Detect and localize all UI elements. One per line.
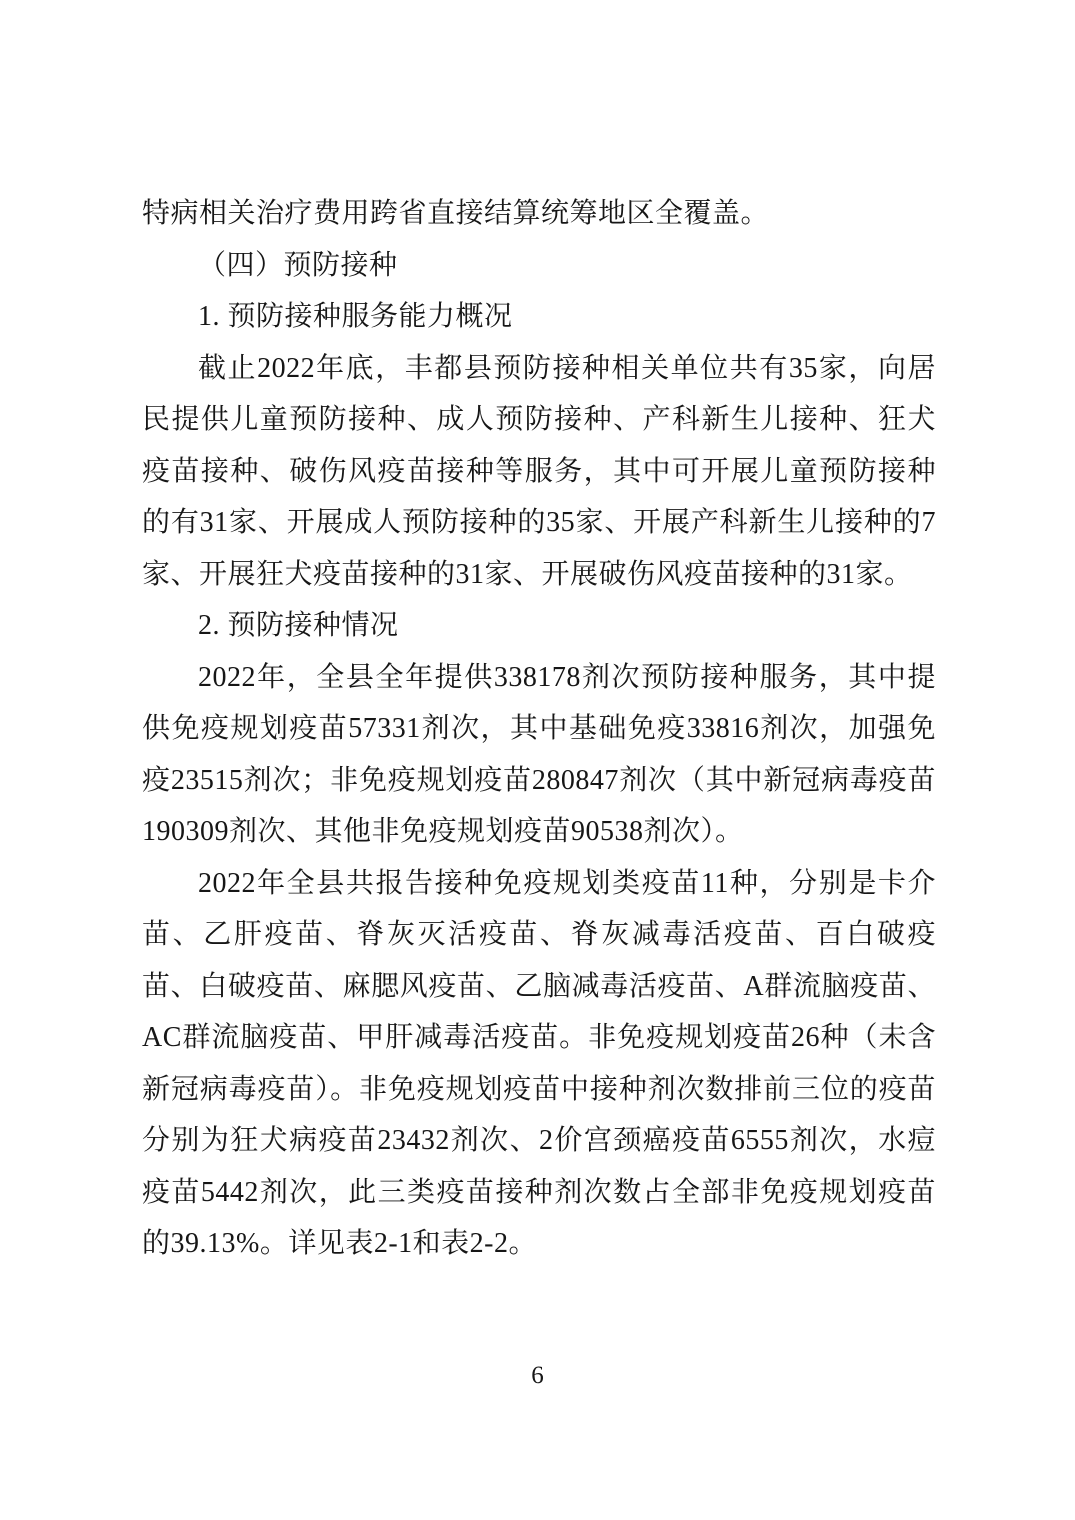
paragraph-vaccination-doses: 2022年，全县全年提供338178剂次预防接种服务，其中提供免疫规划疫苗57331剂次，其中基础免疫33816剂次，加强免疫23515剂次；非免疫规划疫苗280847剂次（其中新冠病毒疫苗190309剂次、其他非免疫规划疫苗90538剂次）。 xyxy=(142,661,936,847)
paragraph-continuation: 特病相关治疗费用跨省直接结算统筹地区全覆盖。 xyxy=(142,198,770,229)
page-number: 6 xyxy=(531,1362,544,1389)
paragraph-service-capacity: 截止2022年底，丰都县预防接种相关单位共有35家，向居民提供儿童预防接种、成人预防接种、产科新生儿接种、狂犬疫苗接种、破伤风疫苗接种等服务，其中可开展儿童预防接种的有31家、开展成人预防接种的35家、开展产科新生儿接种的7家、开展狂犬疫苗接种的31家、开展破伤风疫苗接种的31家。 xyxy=(142,352,936,590)
subsection-heading-1-service-capacity: 1. 预防接种服务能力概况 xyxy=(198,301,513,332)
document-content xyxy=(142,188,936,1270)
section-heading-si-yufangjiezhong: （四）预防接种 xyxy=(198,249,398,281)
paragraph-vaccine-types: 2022年全县共报告接种免疫规划类疫苗11种，分别是卡介苗、乙肝疫苗、脊灰灭活疫苗、脊灰减毒活疫苗、百白破疫苗、白破疫苗、麻腮风疫苗、乙脑减毒活疫苗、A群流脑疫苗、AC群流脑疫苗、甲肝减毒活疫苗。非免疫规划疫苗26种（未含新冠病毒疫苗）。非免疫规划疫苗中接种剂次数排前三位的疫苗分别为狂犬病疫苗23432剂次、2价宫颈癌疫苗6555剂次，水痘疫苗5442剂次，此三类疫苗接种剂次数占全部非免疫规划疫苗的39.13%。详见表2-1和表2-2。 xyxy=(142,867,936,1259)
subsection-heading-2-vaccination-status: 2. 预防接种情况 xyxy=(198,610,399,641)
